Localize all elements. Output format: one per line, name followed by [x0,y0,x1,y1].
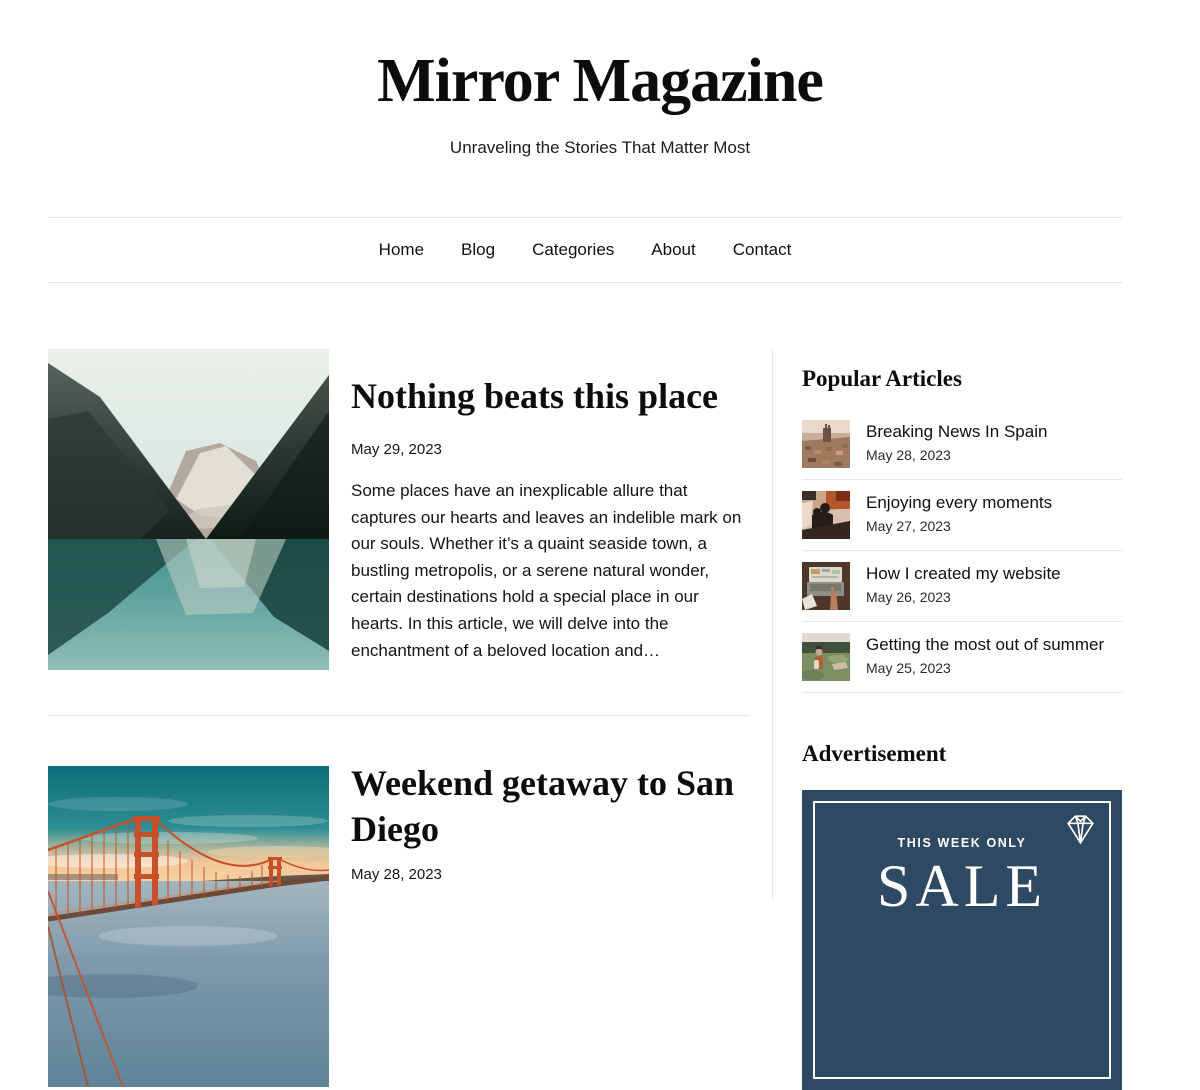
popular-item-text [866,562,1061,610]
popular-item-text [866,420,1047,468]
ad-kicker-text: THIS WEEK ONLY [897,835,1027,850]
popular-item-date: May 27, 2023 [866,518,951,535]
popular-item-title[interactable]: Breaking News In Spain [866,422,1048,442]
article-body [351,349,750,681]
thumbnail-spain-cityscape [802,420,850,468]
article-title[interactable]: Nothing beats this place [351,376,719,416]
couple-at-sunset-illustration [802,491,850,539]
main-column [48,349,750,1087]
lake-and-mountains-illustration [48,349,329,670]
advertisement-banner[interactable] [802,790,1122,1090]
article-title[interactable]: Weekend getaway to San Diego [351,763,735,850]
ad-headline-text: SALE [877,852,1047,919]
article-body [351,763,750,1087]
popular-item-moments[interactable] [802,491,1122,539]
popular-item-text [866,633,1104,681]
spain-cityscape-illustration [802,420,850,468]
article-date: May 29, 2023 [351,441,442,459]
article-post [48,763,750,1087]
laptop-on-desk-illustration [802,562,850,610]
popular-item-spain[interactable] [802,420,1122,468]
site-header [0,0,1200,158]
column-divider [772,349,773,900]
sidebar-divider [802,479,1122,480]
popular-item-date: May 26, 2023 [866,589,951,606]
golden-gate-bridge-illustration [48,766,329,1087]
nav-item-home[interactable]: Home [378,240,425,259]
popular-articles-list [802,420,1122,693]
popular-item-date: May 25, 2023 [866,660,951,677]
thumbnail-summer-field [802,633,850,681]
sidebar-divider [802,621,1122,622]
popular-item-title[interactable]: Enjoying every moments [866,493,1053,513]
article-image-bridge[interactable] [48,766,329,1087]
sidebar-divider [802,692,1122,693]
popular-item-website[interactable] [802,562,1122,610]
popular-item-title[interactable]: How I created my website [866,564,1061,584]
main-nav [48,217,1122,283]
popular-item-text [866,491,1052,539]
thumbnail-couple-at-sunset [802,491,850,539]
summer-field-illustration [802,633,850,681]
thumbnail-laptop-on-desk [802,562,850,610]
article-image-lake[interactable] [48,349,329,670]
site-title[interactable]: Mirror Magazine [377,47,823,115]
popular-item-date: May 28, 2023 [866,447,951,464]
popular-item-summer[interactable] [802,633,1122,681]
article-date: May 28, 2023 [351,866,442,884]
advertisement-heading: Advertisement [802,741,947,767]
article-divider [48,715,750,716]
sidebar [802,349,1122,1090]
article-excerpt: Some places have an inexplicable allure that captures our hearts and leaves an indelible mark on our souls. Whether it’s a quaint seaside town, a bustling metropolis, or a serene natural wonder, certain destinations hold a special place in our hearts. In this article, we will delve into the enchantment of a beloved location and… [351,481,742,660]
nav-item-contact[interactable]: Contact [732,240,792,259]
site-tagline: Unraveling the Stories That Matter Most [449,138,751,157]
nav-item-categories[interactable]: Categories [532,240,615,259]
sidebar-divider [802,550,1122,551]
nav-item-blog[interactable]: Blog [461,240,496,259]
article-post [48,349,750,681]
popular-item-title[interactable]: Getting the most out of summer [866,635,1105,655]
popular-articles-heading: Popular Articles [802,366,962,391]
nav-item-about[interactable]: About [651,240,696,259]
